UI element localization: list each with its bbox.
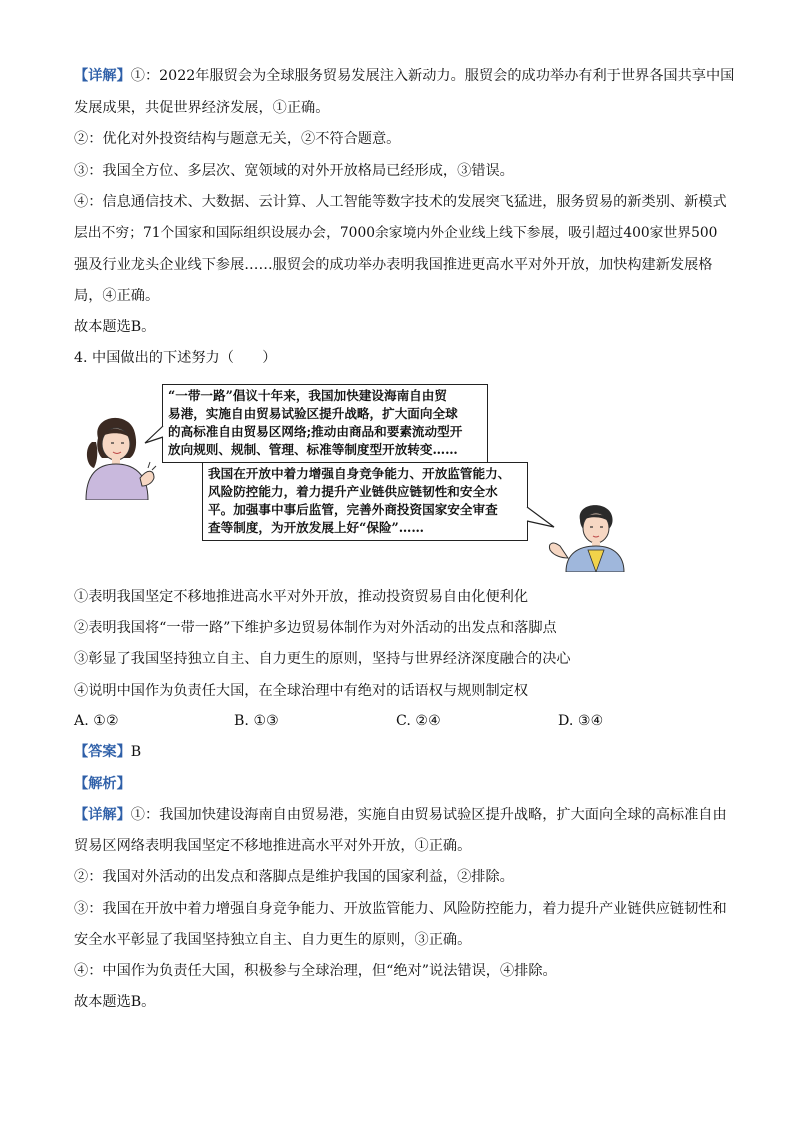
answer-detail-line-5: 安全水平彰显了我国坚持独立自主、自力更生的原则，③正确。	[74, 932, 472, 948]
speech-bubble-left	[162, 384, 488, 463]
statement-4: ④说明中国作为负责任大国，在全球治理中有绝对的话语权与规则制定权	[74, 683, 529, 699]
answer-conclusion: 故本题选B。	[74, 994, 156, 1010]
statement-1: ①表明我国坚定不移地推进高水平对外开放，推动投资贸易自由化便利化	[74, 589, 529, 605]
bubble-left-line-4: 放向规则、规制、管理、标准等制度型开放转变……	[168, 442, 458, 457]
answer-detail-line-1: 【详解】①：我国加快建设海南自由贸易港，实施自由贸易试验区提升战略，扩大面向全球的高标准自由	[74, 807, 727, 823]
statement-3: ③彰显了我国坚持独立自主、自力更生的原则，坚持与世界经济深度融合的决心	[74, 651, 571, 667]
girl-illustration	[78, 408, 160, 500]
option-b: B. ①③	[234, 713, 279, 729]
intro-line-8: 局，④正确。	[74, 288, 160, 304]
intro-line-4: ③：我国全方位、多层次、宽领域的对外开放格局已经形成，③错误。	[74, 163, 514, 179]
intro-conclusion: 故本题选B。	[74, 319, 156, 335]
answer-line	[74, 742, 734, 762]
detail-tag: 【详解】	[74, 68, 131, 84]
answer-tag: 【答案】	[74, 744, 131, 760]
bubble-right-line-3: 平。加强事中事后监管，完善外商投资国家安全审查	[208, 502, 498, 517]
statement-2: ②表明我国将“一带一路”下维护多边贸易体制作为对外活动的出发点和落脚点	[74, 620, 557, 636]
intro-line-6: 层出不穷；71个国家和国际组织设展办会，7000余家境内外企业线上线下参展，吸引超过400家世界500	[74, 225, 718, 241]
bubble-right-line-1: 我国在开放中着力增强自身竞争能力、开放监管能力、	[208, 466, 511, 481]
bubble-left-line-3: 的高标准自由贸易区网络;推动由商品和要素流动型开	[168, 424, 463, 439]
boy-illustration	[530, 500, 626, 572]
bubble-left-tail	[144, 425, 164, 447]
answer-detail-line-3: ②：我国对外活动的出发点和落脚点是维护我国的国家利益，②排除。	[74, 869, 514, 885]
bubble-right-line-2: 风险防控能力，着力提升产业链供应链韧性和安全水	[208, 484, 498, 499]
option-a: A. ①②	[74, 713, 119, 729]
intro-line-2: 发展成果，共促世界经济发展，①正确。	[74, 100, 330, 116]
question-stem: 4. 中国做出的下述努力（ ）	[74, 350, 277, 366]
speech-bubble-right	[202, 462, 528, 541]
answer-detail-line-4: ③：我国在开放中着力增强自身竞争能力、开放监管能力、风险防控能力，着力提升产业链供应链韧性和	[74, 901, 727, 917]
answer-detail-tag: 【详解】	[74, 807, 131, 823]
answer-detail-line-2: 贸易区网络表明我国坚定不移地推进高水平对外开放，①正确。	[74, 838, 472, 854]
option-c: C. ②④	[396, 713, 441, 729]
analysis-tag: 【解析】	[74, 776, 131, 792]
bubble-left-line-1: “一带一路”倡议十年来，我国加快建设海南自由贸	[168, 388, 447, 403]
answer-detail-line-6: ④：中国作为负责任大国，积极参与全球治理，但“绝对”说法错误，④排除。	[74, 963, 557, 979]
answer-value: B	[130, 744, 142, 760]
intro-line-3: ②：优化对外投资结构与题意无关，②不符合题意。	[74, 131, 401, 147]
analysis-heading	[74, 774, 734, 794]
intro-line-1: 【详解】①：2022年服贸会为全球服务贸易发展注入新动力。服贸会的成功举办有利于世界各国共享中国	[74, 68, 735, 84]
option-d: D. ③④	[558, 713, 604, 729]
intro-line-5: ④：信息通信技术、大数据、云计算、人工智能等数字技术的发展突飞猛进，服务贸易的新类别、新模式	[74, 194, 727, 210]
bubble-right-line-4: 查等制度，为开放发展上好“保险”……	[208, 520, 424, 535]
intro-line-7: 强及行业龙头企业线下参展……服贸会的成功举办表明我国推进更高水平对外开放，加快构建新发展格	[74, 257, 713, 273]
bubble-left-line-2: 易港，实施自由贸易试验区提升战略，扩大面向全球	[168, 406, 458, 421]
